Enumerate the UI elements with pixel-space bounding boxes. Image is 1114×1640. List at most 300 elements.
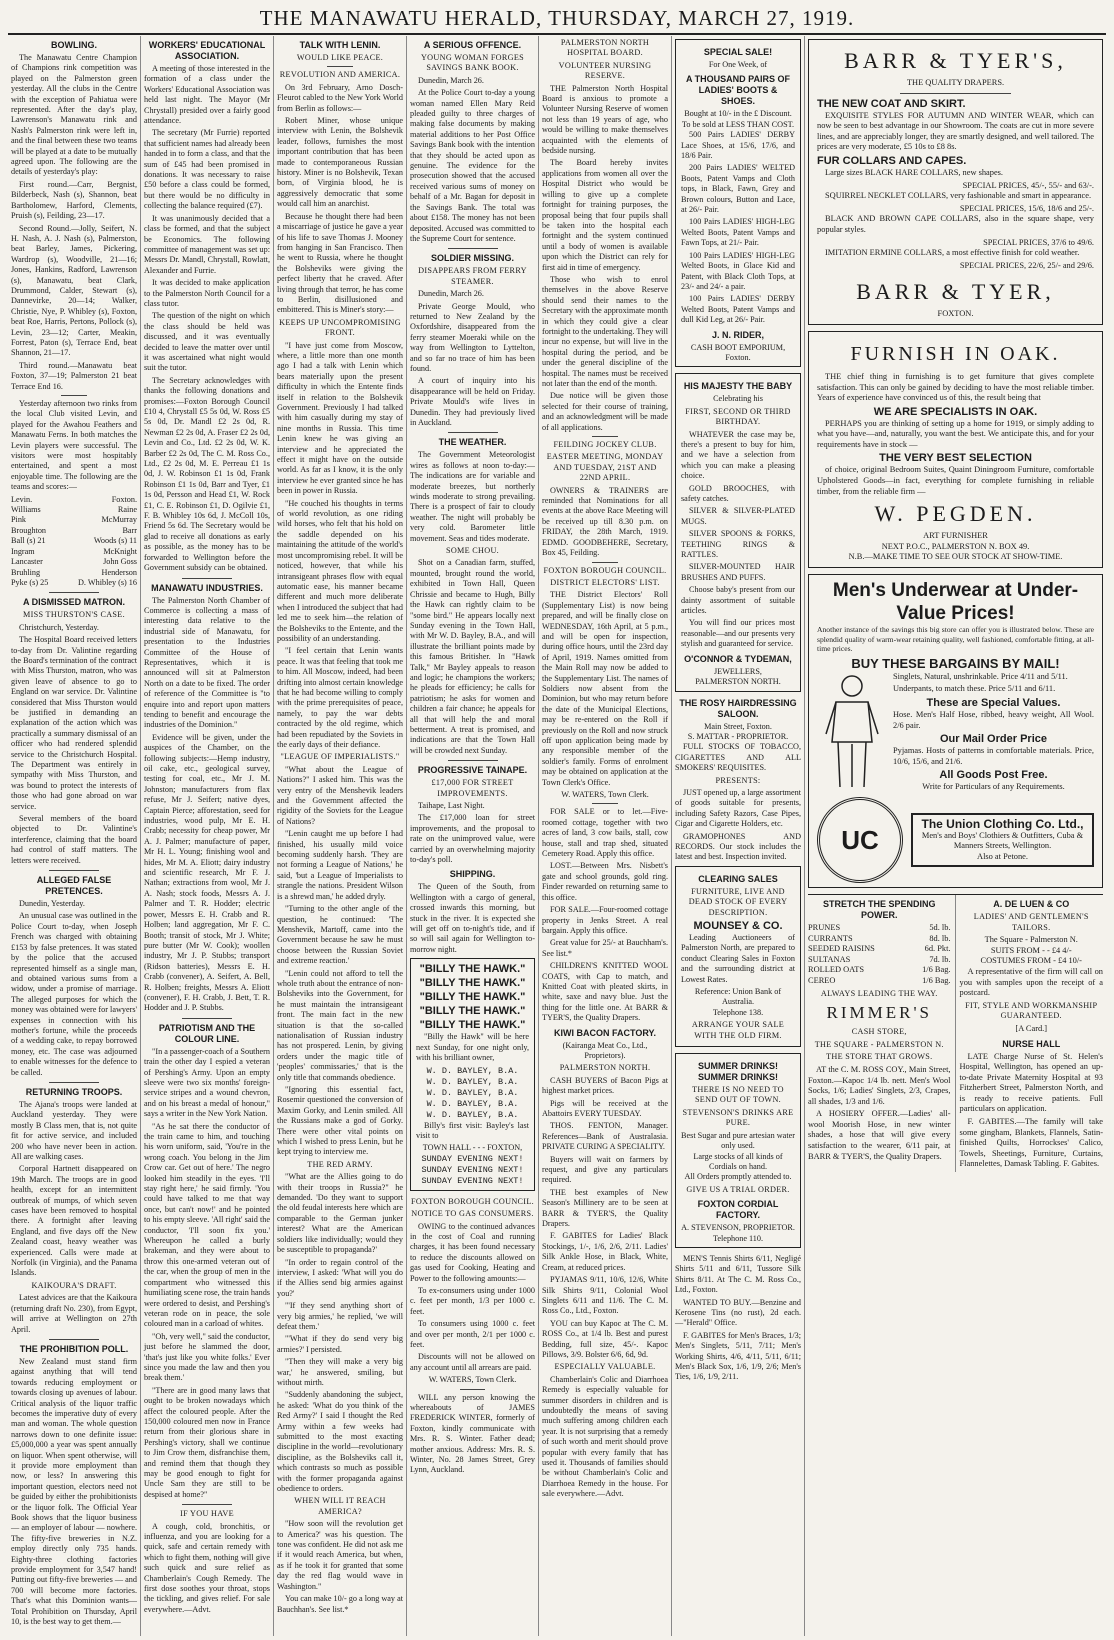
advert-text: Also at Petone.: [977, 851, 1028, 861]
masthead-rule: [8, 33, 1106, 35]
article-text: On 3rd February, Arno Dosch-Fleurot cabled to the New York World from Berlin as follows:—: [277, 82, 403, 113]
article-text: Dunedin, March 26.: [418, 289, 484, 299]
article-text: Taihape, Last Night.: [418, 801, 485, 810]
price-value: 6d. Pkt.: [924, 944, 951, 954]
score-row: [11, 578, 137, 588]
advert-item: Underpants, to match these. Price 5/11 and 6/11.: [893, 684, 1056, 694]
advert-text: THE STORE THAT GROWS.: [826, 1052, 933, 1062]
mounsey-heading: MOUNSEY & CO.: [693, 920, 783, 932]
advert-text: S. MATTAR - PROPRIETOR.: [687, 731, 789, 741]
advert-price: SPECIAL PRICES, 45/-, 55/- and 63/-.: [962, 180, 1094, 190]
advert-text: BLACK AND BROWN CAPE COLLARS, also in the square shape, very popular styles.: [817, 214, 1094, 234]
article-text: You can make 10/- go a long way at Bauchhan's. See list.*: [277, 1594, 403, 1614]
article-text: A meeting of those interested in the formation of a class under the Workers' Educational Association was held last night. The Mayor (Mr Chrystall) presided over a fairly good attendance.: [144, 64, 270, 126]
divider: [49, 870, 99, 871]
advert-text: LADIES' AND GENTLEMEN'S TAILORS.: [973, 911, 1089, 932]
price-item: ROLLED OATS: [808, 965, 865, 975]
classified-text: YOU can buy Kapoc at The C. M. ROSS Co., at 1/4 lb. Best and purest Bedding, full size, 45/-. Kapoc Pillows, 3/9. Bolster 6/6, 6d, 9d.: [542, 1318, 668, 1359]
figure-illustration: [817, 672, 887, 793]
advert-text: JUST opened up, a large assortment of goods suitable for presents, including Safety Razors, Case Pipes, Cigar and Cigarette Holders, etc.: [675, 787, 801, 829]
pegden-subheading: ART FURNISHER: [923, 531, 988, 541]
taihape-subheading: £17,000 FOR STREET IMPROVEMENTS.: [431, 778, 514, 798]
hawk-line: "BILLY THE HAWK.": [419, 1019, 526, 1032]
advert-text: STEVENSON'S DRINKS ARE PURE.: [682, 1107, 794, 1128]
team-name: Foxton.: [111, 494, 137, 504]
price-item: CURRANTS: [808, 933, 853, 943]
advert-item: 200 Pairs LADIES' WELTED Boots, Patent Vamps and Cloth tops, in Black, Fawn, Grey and Brown colours, Button and Lace, at 26/- Pair.: [681, 163, 795, 215]
union-name: The Union Clothing Co. Ltd.,: [921, 816, 1084, 831]
divider: [448, 432, 498, 433]
advert-item: Hose. Men's Half Hose, ribbed, heavy weight, All Wool. 2/6 pair.: [893, 710, 1094, 730]
hawk-line: "BILLY THE HAWK.": [419, 991, 526, 1004]
article-text: "Oh, very well," said the conductor, just before he slammed the door, 'that's just like you white folks.' Ever since you made the law and then you break them.': [144, 1331, 270, 1383]
advert-text: SUITS FROM - - £4 4/-: [990, 945, 1072, 955]
advert-text: JEWELLERS,: [714, 666, 762, 676]
union-items: [893, 672, 1094, 793]
price-value: 1/6 Bag.: [922, 975, 951, 985]
article-text: Third round.—Manawatu beat Foxton, 37—19; Palmerston 21 beat Terrace End 16.: [11, 360, 137, 391]
some-heading: SOME CHOU.: [445, 546, 500, 556]
score-cell: Broughton: [11, 525, 47, 535]
notice-signature: W. WATERS, Town Clerk.: [428, 1375, 517, 1385]
union-footer: [817, 797, 1094, 883]
taihape-heading: PROGRESSIVE TAINAPE.: [417, 765, 528, 776]
score-cell: Barr: [122, 525, 137, 535]
divider: [49, 1339, 99, 1340]
price-row: [808, 976, 951, 987]
article-text: The Hospital Board received letters to-day from Dr. Valintine regarding the Board's termination of the contract with Miss Thurston, matron, who was given leave of absence to go to England on war service. Dr. Valintine considered that Miss Thurston would be justified in demanding an explanation of the action which was practically a summary dismissal of an officer who had rendered splendid service to the Christchurch Hospital. The Department was entirely in sympathy with Miss Thurston, and was bound to protect the interests of those who had gone abroad on war service.: [11, 635, 137, 811]
advert-text: Leading Auctioneers of Palmerston North, are prepared to conduct Clearing Sales in Foxton and the surrounding district at Lowest Rates.: [681, 933, 795, 984]
lenin-subheading: WHEN WILL IT REACH AMERICA?: [294, 1496, 386, 1516]
advert-text: GRAMOPHONES AND RECORDS. Our stock includes the latest and best. Inspection invited.: [675, 831, 801, 862]
lenin-heading: TALK WITH LENIN.: [299, 40, 381, 50]
bayley-line: W. D. BAYLEY, B.A.: [426, 1065, 519, 1076]
bottom-right: [956, 895, 1104, 1172]
article-text: A cough, cold, bronchitis, or influenza, and you are looking for a quick, safe and certain remedy with which to fight them, nothing will give such quick and sure relief as Chamberlain's Cough Remedy. The first dose soothes your throat, stops the tickling, and gives relief. For sale everywhere.—Advt.: [144, 1521, 270, 1614]
jockey-heading: FEILDING JOCKEY CLUB.: [553, 440, 657, 450]
advert-item: GOLD BROOCHES, with safety catches.: [681, 483, 795, 503]
price-item: SEEDED RAISINS: [808, 944, 875, 954]
clearing-subheading: FURNITURE, LIVE AND DEAD STOCK OF EVERY DESCRIPTION.: [688, 886, 788, 917]
article-text: At the Police Court to-day a young woman named Ellen Mary Reid pleaded guilty to three charges of making false documents by making material additions to her Post Office Savings Bank book with the intention that they should be acted upon as genuine. The evidence for the prosecution showed that the accused received various sums of money on behalf of a Mr. Bagan for deposit in the Savings Bank. The total was about £158. The money has not been deposited. Accused was committed to the Supreme Court for sentence.: [410, 88, 535, 243]
matron-heading: A DISMISSED MATRON.: [22, 597, 125, 608]
notice-text: The Board hereby invites applications from women all over the Hospital District who would be willing to give up a complete fortnight for training purposes, the proposal being that four pupils shall be taken into the hospital each fortnight and the system continued until a body of women is available upon which the District can rely for first aid in time of emergency.: [542, 158, 668, 272]
article-text: The Ajana's troops were landed at Auckland yesterday. They were mostly B Class men, that is, not quite fit for active service, and included 200 who have never been in action. All are walking cases.: [11, 1099, 137, 1161]
advert-text: Telephone 138.: [712, 1007, 764, 1017]
article-text: The £17,000 loan for street improvements, and the proposal to rate on the unimproved value, were carried by an overwhelming majority to-day's poll.: [410, 813, 535, 865]
advert-signature: CASH BOOT EMPORIUM,: [690, 342, 786, 352]
divider: [182, 1018, 232, 1019]
summer-heading: SUMMER DRINKS! SUMMER DRINKS!: [698, 1061, 778, 1083]
advert-text: "Billy the Hawk" will be here next Sunday, for one night only, with his brilliant owner,: [416, 1032, 529, 1063]
offence-heading: A SERIOUS OFFENCE.: [423, 40, 522, 50]
advert-text: For One Week, of: [708, 60, 768, 69]
divider: [49, 1082, 99, 1083]
classified-text: Buyers will wait on farmers by request, and give any particulars required.: [542, 1154, 668, 1185]
cordial-heading: FOXTON CORDIAL FACTORY.: [697, 1199, 779, 1221]
advert-text: CASH STORE,: [851, 1027, 907, 1037]
classified-text: CASH BUYERS of Bacon Pigs at highest market prices.: [542, 1075, 668, 1096]
classified-text: Pigs will be received at the Abattoirs EVERY TUESDAY.: [542, 1098, 668, 1118]
shipping-heading: SHIPPING.: [449, 869, 496, 880]
special-subheading: A THOUSAND PAIRS OF LADIES' BOOTS & SHOES.: [685, 74, 790, 107]
article-text: Second Round.—Jolly, Seifert, N. H. Nash, A. J. Nash (s), Palmerston, beat Barley, James, Pickering, Wardrop (s), Woodville, 21—16; Jones, Hankins, Radford, Lawrenson (s), Manawatu, beat Clark, Drummond, Calder, Stewart (s), Dannevirke, 20—14; Walker, Christie, Nye, P. Whibley (s), Foxton, beat Roe, Harris, Pertons, Pollock (s), Levin, 23—12; Carter, Meakin, Forrest, Paton (s), Terrace End, beat Shannon, 21—17.: [11, 223, 137, 358]
advert-text: EXQUISITE STYLES FOR AUTUMN AND WINTER WEAR, which can now be seen to best advantage in our Showroom. The coats are cut in more severe lines, and are appreciably longer, they are smartly designed, and well tailored. The prices are very moderate, £5 10s to £8 8s.: [817, 110, 1094, 152]
score-row: [11, 505, 137, 515]
advert-text: Celebrating his: [713, 394, 763, 404]
article-text: Corporal Hartnett disappeared on 19th March. The troops are in good health, except for an intermittent outbreak of mumps, of which seven cases have been removed to hospital there. A fortnight after leaving England, and five days off the New Zealand coast, heavy weather was experienced. Calls were made at Norfolk (in Virginia), and the Panama Islands.: [11, 1164, 137, 1278]
article-text: Shot on a Canadian farm, stuffed, mounted, brought round the world, exhibited in Town Hall, Queen Chrissie and became to Hugh, Billy the Hawk can rightly claim to be "some bird." He appears locally next Sunday evening in the Town Hall, with Mr W. D. Bayley, B.A., and will illustrate the brilliant points made by this famous Britisher. In "Hawk Talk," Mr Bayley appeals to reason and logic; he champions the workers; he pleads for efficiency; he calls for patriotism; he asks for women and children a fair chance; he appeals for all that will help the and moral betterment. A treat is promised, and indications are that the Town Hall will be crowded next Sunday.: [410, 558, 535, 755]
advert-text: [A Card.]: [1015, 1023, 1048, 1033]
masthead: THE MANAWATU HERALD, THURSDAY, MARCH 27, 1919.: [259, 6, 855, 30]
classified-text: LATE Charge Nurse of St. Helen's Hospital, Wellington, has opened an up-to-date Private Maternity Hospital at 93 Fitzherbert Street, Palmerston North, and is ready to receive patients. Full particulars on application.: [959, 1051, 1103, 1114]
score-row: [11, 515, 137, 525]
advert-item: SILVER SPOONS & FORKS, TEETHING RINGS & RATTLES.: [681, 529, 795, 560]
notice-text: WILL any person knowing the whereabouts of JAMES FREDERICK WINTER, formerly of Foxton, kindly communicate with Mrs. R. S. Winter. Father dead; mother anxious. Address: Mrs. R. S. Winter, No. 28 James Street, Grey Lynn, Auckland.: [410, 1392, 535, 1475]
article-text: It was decided to make application to the Palmerston North Council for a class tutor.: [144, 278, 270, 308]
classified-text: F. GABITES for Ladies' Black Stockings, 1/-, 1/6, 2/6, 2/11. Ladies' Silk Ankle Hose, in Black, White, Cream, at reduced prices.: [542, 1231, 668, 1272]
advert-text: ALWAYS LEADING THE WAY.: [820, 988, 938, 998]
advert-text: Main Street, Foxton.: [704, 721, 772, 731]
cough-heading: IF YOU HAVE: [180, 1509, 234, 1519]
lenin-subheading: WOULD LIKE PEACE.: [296, 53, 384, 62]
article-text: Because he thought there had been a miscarriage of justice he gave a year of his life to save Thomas J. Mooney from hanging in San Francisco. Then he went to Russia, where he thought the Bolsheviks were giving the perfect liberty that he craved. After living through that terror, he has come to Berlin, disillusioned and embittered. This is Miner's story:—: [277, 211, 403, 315]
article-text: "As he sat there the conductor of the train came to him, and touching his worn uniform, said, 'You're in the wrong coach. You belong in the Jim Crow car. Get out of here.' The negro looked him steadily in the eyes. 'I'll stay right here,' he said firmly. 'You could have talked to me that way once, but can't now!' and he pointed to his empty sleeve. 'All right' said the conductor, 'I'll soon fix you.' Whereupon he called a burly brakeman, and they were about to throw this one-armed veteran out of the car, when the group of men in the compartment who witnessed this humiliating scene rose, the train hands were ordered to desist, and Pershing's veteran rode on in peace, the sole coloured man in a carload of whites.: [144, 1121, 270, 1329]
price-row: [808, 955, 951, 966]
price-value: 1/6 Bag.: [922, 965, 951, 975]
classified-text: Chamberlain's Colic and Diarrhoea Remedy is especially valuable for summer disorders in children and is undoubtedly the means of saving much suffering among children each year. It is not surprising that a remedy of such worth and merit should prove popular with every family that has used it. Thousands of families should be without Chamberlain's Colic and Diarrhoea Remedy in the house. For sale everywhere.—Advt.: [542, 1374, 668, 1499]
score-cell: Raine: [117, 505, 137, 515]
score-row: [11, 568, 137, 578]
score-cell: Bruhling: [11, 567, 41, 577]
notice-text: OWING to the continued advances in the cost of Coal and running charges, it has been found necessary to reduce the discounts allowed on gas used for Cooking, Heating and Power to the following amounts:—: [410, 1221, 535, 1283]
poll-heading: THE PROHIBITION POLL.: [19, 1343, 129, 1354]
summer-drinks-advert: [675, 1053, 801, 1248]
union-heading: Men's Underwear at Under-Value Prices!: [832, 580, 1079, 625]
advert-price: SPECIAL PRICES, 22/6, 25/- and 29/6.: [959, 260, 1094, 270]
sunday-line: SUNDAY EVENING NEXT!: [421, 1175, 524, 1186]
advert-text: THERE IS NO NEED TO SEND OUT OF TOWN.: [692, 1085, 784, 1105]
advert-text: IMITATION ERMINE COLLARS, a most effective finish for cold weather.: [825, 248, 1080, 258]
article-text: Latest advices are that the Kaikoura (returning draft No. 230), from Egypt, will arrive at Wellington on 27th April.: [11, 1293, 137, 1334]
hawk-line: "BILLY THE HAWK.": [419, 1005, 526, 1018]
nurse-heading: NURSE HALL: [1002, 1038, 1061, 1049]
article-text: "What about the League of Nations?" I asked him. This was the very entry of the Menshevik leaders and the Government affected the rigidity of the Soviets for the League of Nations?: [277, 764, 403, 826]
price-value: 7d. lb.: [929, 954, 951, 964]
article-text: "In a passenger-coach of a Southern train the other day I espied a veteran of Pershing's Army. Upon an empty sleeve were two six months' foreign-service stripes and a wound chevron, and on his breast a medal of honour," says a writer in the New York Nation.: [144, 1046, 270, 1119]
lenin-subheading: THE RED ARMY.: [307, 1159, 373, 1169]
column-7: [804, 36, 1106, 1636]
advert-text: Reference: Union Bank of Australia.: [694, 987, 782, 1007]
divider: [460, 1389, 485, 1390]
hawk-line: "BILLY THE HAWK.": [419, 977, 526, 990]
price-row: [808, 965, 951, 976]
weather-heading: THE WEATHER.: [438, 437, 507, 448]
advert-price: SPECIAL PRICES, 15/6, 18/6 and 25/-.: [959, 203, 1094, 213]
price-item: PRUNES: [808, 922, 841, 932]
score-cell: John Goss: [103, 557, 137, 567]
advert-text: Large stocks of all kinds of Cordials on hand.: [693, 1151, 783, 1171]
article-text: "Then they will make a very big war,' he answered, smiling, but without mirth.: [277, 1357, 403, 1387]
score-cell: Pink: [11, 515, 27, 525]
notice-text: Discounts will not be allowed on any account until all arrears are paid.: [410, 1352, 535, 1372]
advert-text: PERHAPS you are thinking of setting up a home for 1919, or simply adding to what you have—and, naturally, you want the best. We anticipate this, and for your requirements have in stock —: [817, 418, 1094, 449]
advert-text: FIT, STYLE AND WORKMANSHIP GUARANTEED.: [965, 1000, 1098, 1021]
notice-text: To ex-consumers using under 1000 c. feet per month, 1/3 per 1000 c. feet.: [410, 1285, 535, 1316]
advert-signature: J. N. RIDER,: [711, 329, 764, 340]
price-value: 5d. lb.: [929, 922, 951, 932]
score-cell: Woods (s) 11: [93, 536, 137, 546]
offence-subheading: YOUNG WOMAN FORGES SAVINGS BANK BOOK.: [420, 53, 525, 73]
oak-heading: FURNISH IN OAK.: [850, 342, 1061, 365]
advert-text: Best Sugar and pure artesian water only used.: [681, 1130, 795, 1151]
score-row: [11, 526, 137, 536]
classified-text: CHILDREN'S KNITTED WOOL COATS, with Cap to match, and Knitted Coat with pleated skirts, in white, saxe and navy blue. Just the thing for the little one. At BARR & TYER'S, the Quality Drapers.: [542, 961, 668, 1023]
notice-text: Due notice will be given those selected for their course of training, and an acknowledgment will be made of all applications.: [542, 391, 668, 432]
article-text: Christchurch, Yesterday.: [19, 622, 99, 632]
price-row: [808, 923, 951, 934]
article-text: New Zealand must stand firm against anything that will tend towards reducing employment or towards closing up avenues of labour. Critical analysis of the liquor traffic becomes the imperative duty of every man and woman. The whole question narrows down to one definite issue: £5,000,000 a year was spent annually on liquor. When spent otherwise, will it provide more employment than now, or less? In answering this important question, electors need not be guided by either the prohibitionists or the liquor folk. The Official Year Book shows that the liquor business — an employer of labour — nowhere. The fifty-five breweries in N.Z. employ directly only 735 hands. Eighty-three clothing factories provide employment for 3,547 hand! Putting out fifty-five breweries — and 700 will become more factories. That's what this Dominion wants—Total Prohibition on Thursday, April 10, is the best way to get them.—: [11, 1356, 137, 1627]
borough-subheading: DISTRICT ELECTORS' LIST.: [550, 577, 660, 587]
jockey-subheading: EASTER MEETING, MONDAY AND TUESDAY, 21ST AND 22ND APRIL.: [546, 452, 664, 483]
article-text: Private George Mould, who returned to New Zealand by the Oxfordshire, disappeared from the ferry steamer Moeraki while on the way from Wellington to Lyttelton, and so far no trace of him has been found.: [410, 301, 535, 373]
article-text: The Secretary acknowledges with thanks the following donations and promises:—Foxton Borough Council £10 4, Chrystall £5 5s 0d, W. Ross £5 5s 0d, Dr. Mandl £2 2s 0d, R. Newman £2 2s 0d, A. Fraser £2 2s 0d, Levin and Co., Ltd. £2 2s 0d, W. K. Barber £2 2s 0d, The C. M. Ross Co., Ltd., £2 2s 0d, M. E. Perreau £1 1s 0d, J. W. Robinson £1 1s 0d, Frank Robinson £1 1s 0d, Barr and Tyer, £1 1s 0d, Persson and Head £1, W. Rock £1, C. E. Robinson £1, D. Ogilvie £1, F. B. Whibley 10s 6d, J. McColl 10s, Friend 5s 6d. The Secretary would be glad to receive all donations as early as possible, as the money has to be forwarded to Wellington before the Government subsidy can be obtained.: [144, 375, 270, 573]
pegden-heading: W. PEGDEN.: [874, 501, 1037, 527]
council-subheading: NOTICE TO GAS CONSUMERS.: [411, 1209, 534, 1219]
classified-text: LOST.—Between Mrs. Nisbett's gate and school grounds, gold ring. Finder rewarded on returning same to this office.: [542, 861, 668, 902]
article-text: "'If they send anything short of very big armies,' he replied, 'we will defeat them.': [277, 1301, 403, 1331]
lenin-subheading: KEEPS UP UNCOMPROMISING FRONT.: [279, 317, 401, 338]
notice-text: THE District Electors' Roll (Supplementary List) is now being prepared, and will be finally close on WEDNESDAY, 16th April, at 5 p.m., and will be open for inspection, during office hours, until the 23rd day of April, 1919. Names omitted from the Main Roll may now be added to the Supplementary List. The names of Soldiers now absent from the Dominion, but who may return before the date of the Municipal Elections, may be re-entered on the Roll if previously on the Roll and now struck off upon application being made by any responsible member of the soldier's family. Forms of enrolment may be obtained on application at the Town Clerk's Office.: [542, 590, 668, 787]
union-logo-icon: UC: [817, 797, 903, 883]
article-text: The Palmerston North Chamber of Commerce is collecting a mass of interesting data relative to the industrial side of Manawatu, for presentation to the Industries Committee of the House of Representatives, which it is announced will sit at Palmerston North on a date to be fixed. The order of reference of the Committee is "to enquire into and report upon matters tending to benefit and encourage the industries of the Dominion.": [144, 595, 270, 730]
score-row: [11, 547, 137, 557]
divider: [327, 66, 352, 67]
score-cell: Ingram: [11, 546, 35, 556]
price-item: CEREO: [808, 975, 836, 985]
union-body: [817, 672, 1094, 793]
article-text: Robert Miner, whose unique interview with Lenin, the Bolshevik leader, follows, furnishes the most important contribution that has been made to contemporaneous Russian history. Miner is no Bolshevik, Texan born, of Virginia blood, he is aggressively democratic that some would call him an anarchist.: [277, 116, 403, 209]
advert-text: of choice, original Bedroom Suites, Quaint Diningroom Furniture, comfortable Upholstered Goods—in fact, everything for complete furnishing in reliable timber, from the reliable firm —: [817, 465, 1094, 496]
bowling-heading: BOWLING.: [51, 40, 97, 50]
classified-text: F. GABITES for Men's Braces, 1/3; Men's Singlets, 5/11, 7/11; Men's Working Shirts, 4/6, 4/11, 5/11, 6/11; Men's Black Sox, 1/6, 1/9, 2/6; Men's Ties, 1/6, 1/9, 2/11.: [675, 1330, 801, 1382]
bottom-adverts: [808, 894, 1103, 1172]
article-text: The secretary (Mr Furrie) reported that sufficient names had already been handed in to form a class, and that the sum of £45 had been promised in donations. It was necessary to raise £50 before a class could be formed, but there would be no difficulty in collecting the balance required (£7).: [144, 128, 270, 211]
classified-text: AT the C. M. ROSS COY., Main Street, Foxton.—Kapoc 1/4 lb. nett. Men's Wool Socks, 1/6; Ladies' Singlets, 2/3, Crapes, all shades, 1/3 and 1/6.: [808, 1064, 951, 1106]
patriotism-heading: PATRIOTISM AND THE COLOUR LINE.: [158, 1022, 256, 1044]
divider: [592, 562, 617, 563]
bayley-line: W. D. BAYLEY, B.A.: [426, 1076, 519, 1087]
troops-heading: RETURNING TROOPS.: [25, 1086, 123, 1097]
price-item: SULTANAS: [808, 954, 851, 964]
article-text: Dunedin, March 26.: [418, 75, 484, 85]
price-value: 8d. lb.: [929, 933, 951, 943]
divider: [592, 803, 617, 804]
special-heading: SPECIAL SALE!: [703, 47, 773, 57]
notice-text: OWNERS & TRAINERS are reminded that Nominations for all events at the above Race Meeting will be received up till 8.30 p.m. on FRIDAY, the 28th March, 1919. EDMD. GOODBEHERE, Secretary, Box 45, Feilding.: [542, 485, 668, 558]
barr-tyer-advert: [808, 39, 1103, 325]
article-text: "I have just come from Moscow, where, a little more than one month ago I had a talk with Lenin which bears materially upon the present difficulty in which the Entente finds itself in relation to the Bolshevik Government. Previously I had talked with him casually during my stay of nine months in Russia. This time Lenin knew he was giving an interview and he appreciated the effect it might have on the outside world. As far as I know, it is the only interview he ever granted since he has been in power in Russia.: [277, 340, 403, 496]
score-cell: Lancaster: [11, 557, 43, 567]
advert-text: SQUIRREL NECKLET COLLARS, very fashionable and smart in appearance.: [825, 191, 1092, 201]
column-4: [406, 36, 538, 1636]
advert-text: FIRST, SECOND OR THIRD BIRTHDAY.: [685, 406, 791, 427]
score-cell: D. Whibley (s) 16: [78, 577, 137, 587]
furs-heading: FUR COLLARS AND CAPES.: [817, 154, 967, 167]
advert-text: All Orders promptly attended to.: [684, 1172, 792, 1182]
advert-text: NEXT P.O.C., PALMERSTON N. BOX 49.: [881, 541, 1030, 551]
sunday-line: SUNDAY EVENING NEXT!: [421, 1153, 524, 1164]
team-name: Levin.: [11, 494, 33, 504]
council-heading: FOXTON BOROUGH COUNCIL.: [411, 1196, 534, 1206]
alleged-heading: ALLEGED FALSE PRETENCES.: [36, 875, 112, 897]
special-sale-advert: [675, 39, 801, 367]
article-text: "Lenin could not afford to tell the whole truth about the entrance of non-Bolsheviks into the Government, for he must maintain the intransigeant front. The main fact in the new situation is that the so-called nationalisation of Russian industry has not prospered. Lenin, by giving orders under the magic title of 'peoples' commissaries,' that is the only title that commands obedience.: [277, 968, 403, 1082]
advert-item: Pyjamas. Hosts of patterns in comfortable materials. Price, 10/6, 15/6, and 21/6.: [893, 746, 1094, 766]
soldier-heading: SOLDIER MISSING.: [430, 253, 514, 264]
union-clothing-advert: [808, 574, 1103, 888]
baby-heading: HIS MAJESTY THE BABY: [683, 381, 793, 392]
barr-subheading: FOXTON.: [937, 309, 974, 319]
article-text: An unusual case was outlined in the Police Court to-day, when Joseph French was charged with obtaining £153 by false pretences. It was stated by the police that the accused represented himself as a single man, and obtained various sums from a widow, under a promise of marriage. The alleged purposes for which the money was obtained were for lawyers' expenses in connection with his mother's fortune, while the proceeds of a wedding cake, to repay borrowed money, etc. The case was adjourned to enable witnesses for the defence to be called.: [11, 911, 137, 1077]
rosy-heading: THE ROSY HAIRDRESSING SALOON.: [679, 697, 797, 719]
oak-subheading: THE VERY BEST SELECTION: [879, 452, 1032, 465]
advert-text: You will find our prices most reasonable—and our presents very stylish and guaranteed for service.: [681, 618, 795, 649]
wea-heading: WORKERS' EDUCATIONAL ASSOCIATION.: [148, 40, 266, 61]
article-text: First round.—Carr, Bergnist, Bilderbeck, Nash (s), Shannon, beat Bartholomew, Harford, Clements, Pruish (s), Feilding, 23—17.: [11, 179, 137, 221]
union-subheading: All Goods Post Free.: [939, 769, 1048, 782]
advert-text: Choose baby's present from our dainty assortment of suitable articles.: [681, 585, 795, 616]
barr-subheading: THE QUALITY DRAPERS.: [906, 78, 1005, 87]
stretch-heading: STRETCH THE SPENDING POWER.: [822, 898, 936, 920]
score-cell: Henderson: [101, 567, 137, 577]
advert-item: SILVER-MOUNTED HAIR BRUSHES AND PUFFS.: [681, 562, 795, 582]
score-cell: Ball (s) 21: [11, 536, 46, 546]
advert-price: SPECIAL PRICES, 37/6 to 49/6.: [983, 237, 1094, 247]
advert-signature: Foxton.: [725, 352, 751, 362]
article-text: "How soon will the revolution get to America?' was his question. The tone was confident. He did not ask me if it would reach America, but when, as if he took it for granted that some day the red flag would wave in Washington.": [277, 1519, 403, 1591]
advert-text: Another instance of the savings this big store can offer you is illustrated below. These are splendid quality of warm-wear retaining quality, well fashioned, comfortable fitting, at all-time prices.: [817, 625, 1094, 654]
baby-advert: [675, 373, 801, 691]
article-text: A court of inquiry into his disappearance will be held on Friday. Private Mould's wife lives in Dunedin. They had previously lived in Auckland.: [410, 376, 535, 427]
bottom-left: [808, 895, 956, 1172]
union-subheading: BUY THESE BARGAINS BY MAIL!: [851, 655, 1060, 671]
notice-text: THE Palmerston North Hospital Board is anxious to promote a Volunteer Nursing Reserve of women not less than 19 years of age, who would be willing to make themselves acquainted with the elements of bedside nursing.: [542, 83, 668, 156]
score-cell: McMurray: [101, 515, 137, 525]
classified-text: PYJAMAS 9/11, 10/6, 12/6, White Silk Shirts 9/11, Colonial Wool Singlets 6/11 and 11/6. The C. M. Ross Co., Ltd., Foxton.: [542, 1275, 668, 1316]
article-text: "Ignoring this essential fact, Rosemir questioned the conversion of Maxim Gorky, and Lenin smiled. All the Russians make a god of Gorky. There were other vital points on which I wished to press Lenin, but he kept trying to interview me.: [277, 1085, 403, 1157]
matron-subheading: MISS THURSTON'S CASE.: [23, 610, 125, 620]
barr-heading: BARR & TYER,: [856, 279, 1055, 305]
advert-text: Billy's first visit: Bayley's last visit to: [416, 1120, 529, 1140]
advert-text: The Square - Palmerston N.: [984, 935, 1078, 945]
score-row: [11, 557, 137, 567]
coat-heading: THE NEW COAT AND SKIRT.: [817, 97, 966, 110]
advert-text: N.B.—MAKE TIME TO SEE OUR STOCK AT SHOW-TIME.: [848, 552, 1063, 562]
lenin-subheading: REVOLUTION AND AMERICA.: [279, 70, 401, 80]
article-text: Yesterday afternoon two rinks from the local Club visited Levin, and played for the Awahou Feathers and Manawatu Ferns. In both matches the Levin players were successful. The visitors were most hospitably entertained, and spent a most enjoyable time. The following are the teams and scores:—: [11, 399, 137, 492]
classified-text: A HOSIERY OFFER.—Ladies' all-wool Moorish Hose, in new winter shades, a hose that will give every satisfaction to the wearer, 6/11 pair, at BARR & TYER'S, the Quality Drapers.: [808, 1109, 951, 1161]
classified-text: FOR SALE or to let.—Five-roomed cottage, together with two acres of land, 3 cow bails, stall, cow house, stall and trap shed, situated Cemetery Road. Apply this office.: [542, 807, 668, 859]
score-cell: Pyke (s) 25: [11, 577, 49, 587]
advert-item: SILVER & SILVER-PLATED MUGS.: [681, 506, 795, 526]
article-text: "He couched his thoughts in terms of world revolution, as one riding wild horses, who felt that his hold on the saddle depended on his maintaining the attitude of the world's most uncompromising rebel. It will be noticed, however, that while his intransigeant phrases flow with equal automatic ease, his manner became different and much more deliberate when I introduced the subject that had led me to seek him—the relation of the Bolsheviks to the Entente, and the possibility of an understanding.: [277, 498, 403, 643]
divider: [592, 436, 617, 437]
bayley-line: W. D. BAYLEY, B.A.: [426, 1087, 519, 1098]
column-3: [273, 36, 406, 1636]
kiwi-location: PALMERSTON NORTH.: [559, 1063, 651, 1073]
billy-hawk-advert: [410, 958, 535, 1190]
article-text: Several members of the board objected to Dr. Valintine's interference, claiming that the board had control of staff matters. The letters were received.: [11, 814, 137, 865]
advert-text: ARRANGE YOUR SALE WITH THE OLD FIRM.: [691, 1020, 785, 1040]
industries-heading: MANAWATU INDUSTRIES.: [151, 582, 263, 593]
scores-header: [11, 495, 137, 505]
hospital-subheading: VOLUNTEER NURSING RESERVE.: [558, 60, 652, 81]
article-text: "Suddenly abandoning the subject, he asked: 'What do you think of the Red Army?' I said I thought the Red Army within a few weeks had submitted to the most exacting discipline in the world—revolutionary discipline, as the Bolsheviks call it, which contrasts so much as possible with the former propaganda against obedience to orders.: [277, 1390, 403, 1494]
classified-text: Great value for 25/- at Bauchham's. See list.*: [542, 938, 668, 958]
bayley-line: W. D. BAYLEY, B.A.: [426, 1098, 519, 1109]
hawk-line: "BILLY THE HAWK.": [419, 963, 526, 976]
oconnor-heading: O'CONNOR & TYDEMAN,: [684, 653, 792, 664]
classified-text: THOS. FENTON, Manager. References—Bank of Australasia. PRIVATE CURING A SPECIALITY.: [542, 1121, 668, 1152]
advert-item: 100 Pairs LADIES' DERBY Welted Boots, Patent Vamps and dull Kid Leg, at 26/- Pair.: [681, 294, 795, 325]
barr-heading: BARR & TYER'S,: [844, 48, 1067, 73]
column-6: [671, 36, 804, 1636]
divider: [61, 395, 86, 396]
sunday-line: SUNDAY EVENING NEXT!: [421, 1164, 524, 1175]
advert-item: 100 Pairs LADIES' HIGH-LEG Welted Boots, in Glace Kid and Patent, with Black Cloth Tops, at 23/- and 24/- a pair.: [681, 250, 795, 291]
notice-text: Those who wish to enrol themselves in the above Reserve should send their names to the Secretary with the approximate month in which they could give a clear fortnight to the undertaking. They will incur no expense, but will live in the hospital during the period, and be under the general discipline of the hospital. The names must be received not later than the end of the month.: [542, 274, 668, 388]
column-5: [538, 36, 671, 1636]
article-text: "'What if they do send very big armies?' I persisted.: [277, 1334, 403, 1354]
price-row: [808, 934, 951, 945]
kiwi-heading: KIWI BACON FACTORY.: [553, 1027, 656, 1038]
advert-text: PRESENTS:: [715, 775, 761, 785]
pegden-advert: [808, 331, 1103, 568]
article-text: The question of the night on which the class should be held was discussed, and it was eventually decided to leave the matter over until it was ascertained what night would suit the tutor.: [144, 311, 270, 373]
advert-text: COSTUMES FROM - £4 10/-: [980, 956, 1082, 966]
lenin-subheading: "LEAGUE OF IMPERIALISTS.": [280, 752, 400, 762]
bayley-line: W. D. BAYLEY, B.A.: [426, 1109, 519, 1120]
advert-text: A. STEVENSON, PROPRIETOR. Telephone 110.: [681, 1223, 795, 1243]
advert-text: WHATEVER the case may be, there's a present to buy for him, and we have a selection from which you can make a pleasing choice.: [681, 429, 795, 481]
classified-text: FOR SALE.—Four-roomed cottage property in Jenks Street. A real bargain. Apply this office.: [542, 905, 668, 935]
advert-item: 500 Pairs LADIES' DERBY Lace Shoes, at 15/6, 17/6, and 18/6 Pair.: [681, 130, 795, 161]
article-text: "I feel certain that Lenin wants peace. It was that feeling that took me to him. All Moscow, indeed, had been drifting into almost certain knowledge that he had become willing to comply with the prime prerequisites of peace, namely, to pay the war debts contracted by the old regime, which had been repudiated by the Soviets in the early days of their defiance.: [277, 646, 403, 749]
union-name-box: [911, 813, 1094, 868]
advert-text: Bought at 10/- in the £ Discount. To be sold at LESS THAN COST.: [681, 109, 795, 129]
score-row: [11, 536, 137, 546]
notice-text: To consumers using 1000 c. feet and over per month, 2/1 per 1000 c. feet.: [410, 1319, 535, 1349]
article-text: "There are in good many laws that ought to be broken nowadays which affect the coloured people. After the 150,000 coloured men now in France return from their glorious share in Pershing's victory, shall we continue to Jim Crow them, disfranchise them, and remind them that though they may be good enough to fight for Uncle Sam they are still to be despised at home?": [144, 1385, 270, 1499]
divider: [900, 93, 1011, 94]
score-cell: McKnight: [103, 546, 137, 556]
clearing-heading: CLEARING SALES: [698, 873, 778, 884]
borough-heading: FOXTON BOROUGH COUNCIL.: [543, 565, 667, 575]
advert-text: GIVE US A TRIAL ORDER.: [686, 1184, 790, 1194]
classified-text: MEN'S Tennis Shirts 6/11, Negligé Shirts 5/11 and 6/11, Tussore Silk Shirts 8/11. At The C. M. Ross Co., Ltd., Foxton.: [675, 1253, 801, 1295]
advert-text: THE SQUARE - PALMERSTON N.: [814, 1039, 944, 1049]
advert-text: FULL STOCKS OF TOBACCO, CIGARETTES AND ALL SMOKERS' REQUISITES.: [675, 742, 801, 773]
divider: [182, 578, 232, 579]
column-1: [8, 36, 140, 1636]
article-text: Dunedin, Yesterday.: [19, 899, 85, 909]
oak-subheading: WE ARE SPECIALISTS IN OAK.: [873, 405, 1038, 418]
price-row: [808, 944, 951, 955]
article-text: The Government Meteorologist wires as follows at noon to-day:— The indications are for variable and moderate breezes, but northerly winds moderate to strong prevailing. There is a prospect of fair to cloudy weather. The night will probably be very cold. Barometer little movement. Seas and tides moderate.: [410, 450, 535, 543]
article-text: "What are the Allies going to do with their troops in Russia?" he demanded. 'Do they want to support the old feudal interests here which are comparable to the German junker interest? What are the American soldiers like individually; would they be susceptible to propaganda?': [277, 1172, 403, 1255]
union-subheading: These are Special Values.: [926, 697, 1061, 709]
